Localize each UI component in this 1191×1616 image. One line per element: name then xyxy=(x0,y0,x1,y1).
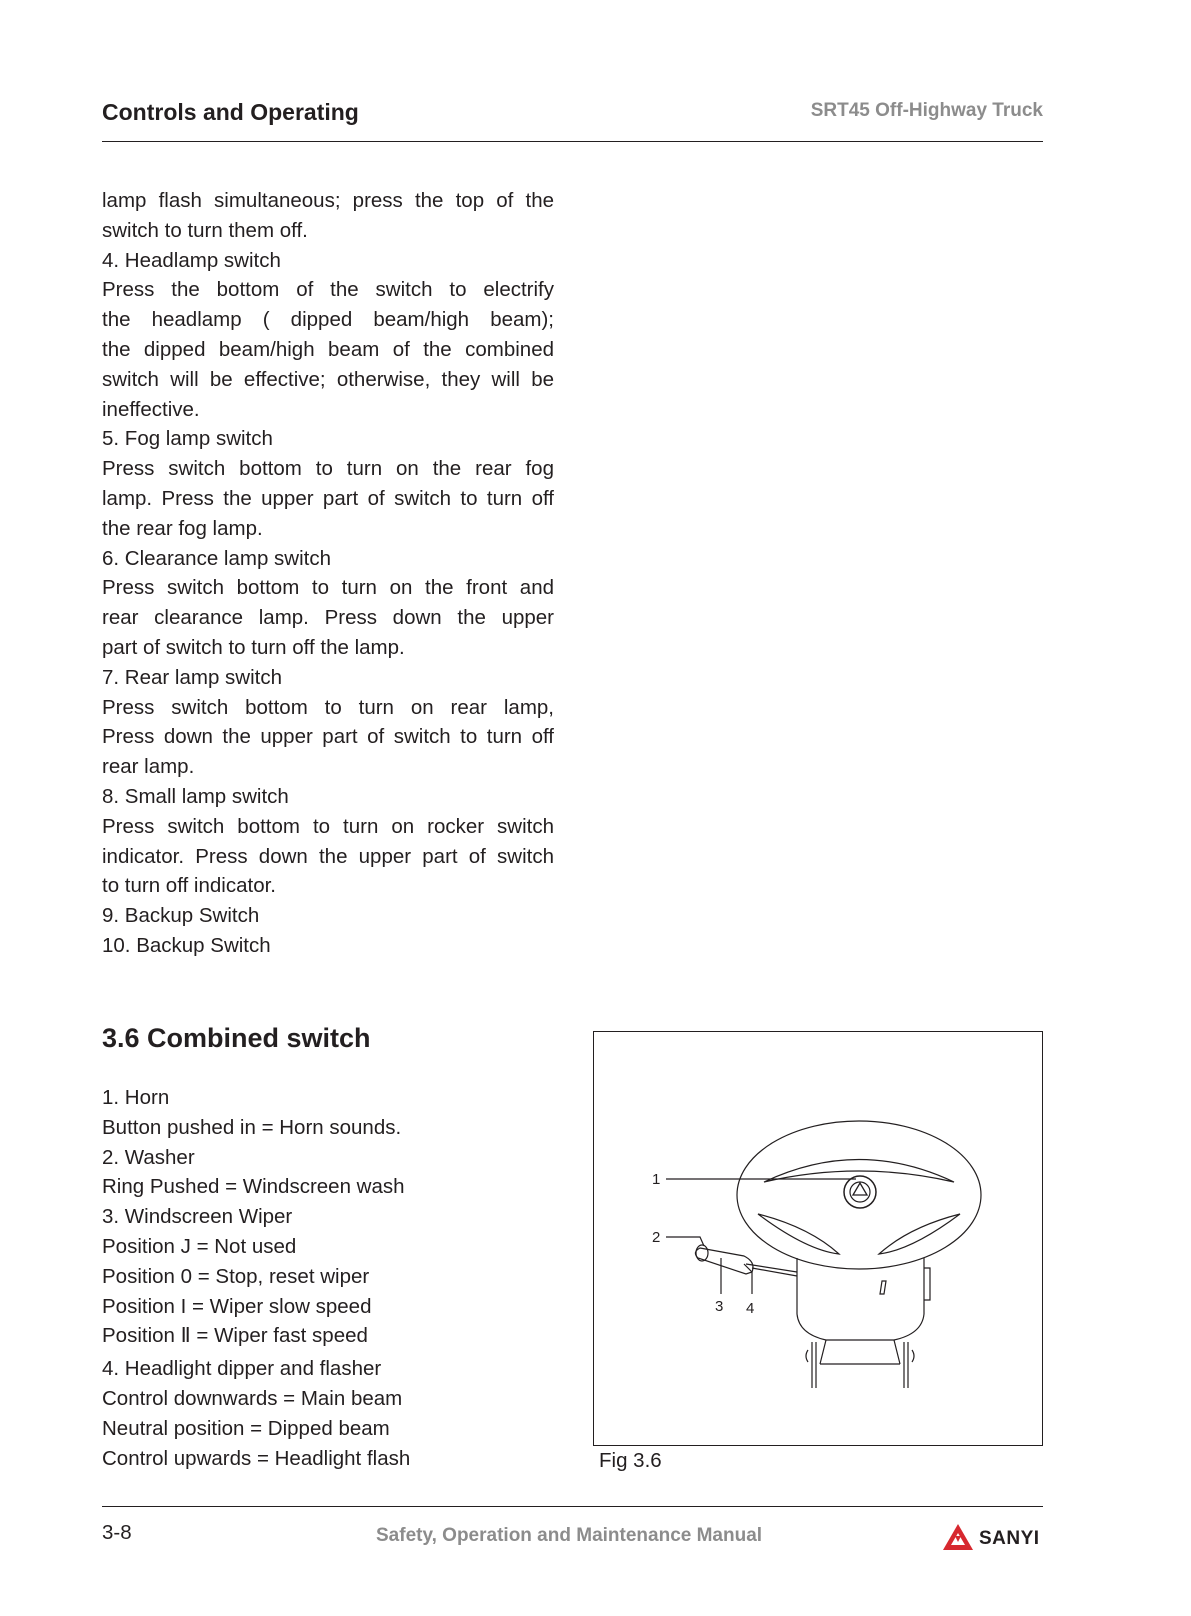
item-heading-wiper: 3. Windscreen Wiper xyxy=(102,1205,293,1229)
text-line: to turn off indicator. xyxy=(102,874,276,898)
column-pedestal xyxy=(820,1340,900,1364)
item-heading-rear-lamp-switch: 7. Rear lamp switch xyxy=(102,665,283,689)
text-line: rear clearance lamp. Press down the upper xyxy=(102,606,554,630)
manual-title: Safety, Operation and Maintenance Manual xyxy=(376,1525,763,1546)
item-heading-backup-switch-10: 10. Backup Switch xyxy=(102,933,271,957)
item-heading-washer: 2. Washer xyxy=(102,1145,195,1169)
wheel-lower-right-slot xyxy=(879,1214,960,1254)
text-line: switch to turn them off. xyxy=(102,218,308,242)
list-item: Position J = Not used xyxy=(102,1234,297,1258)
text-line: indicator. Press down the upper part of switch xyxy=(102,844,554,868)
text-line: Press switch bottom to turn on rocker switch xyxy=(102,814,554,838)
section-title: Controls and Operating xyxy=(102,99,359,125)
list-item: Position 0 = Stop, reset wiper xyxy=(102,1264,370,1288)
text-line: ineffective. xyxy=(102,397,200,421)
steering-wheel-diagram xyxy=(594,1032,1042,1445)
horn-button xyxy=(844,1176,876,1208)
horn-emblem xyxy=(850,1182,870,1202)
figure-frame xyxy=(593,1031,1043,1446)
text-line: rear lamp. xyxy=(102,755,195,779)
text-line: Press down the upper part of switch to turn off xyxy=(102,725,554,749)
text-line: Press switch bottom to turn on the rear fog xyxy=(102,457,554,481)
text-line: lamp. Press the upper part of switch to turn off xyxy=(102,486,554,510)
item-heading-horn: 1. Horn xyxy=(102,1086,170,1109)
list-item: Neutral position = Dipped beam xyxy=(102,1416,390,1440)
list-item: Ring Pushed = Windscreen wash xyxy=(102,1175,405,1199)
body-text xyxy=(102,186,554,961)
text-line: Press switch bottom to turn on rear lamp, xyxy=(102,695,554,719)
page-number: 3-8 xyxy=(102,1521,132,1544)
item-heading-fog-lamp-switch: 5. Fog lamp switch xyxy=(102,427,273,451)
item-heading-dipper-flasher: 4. Headlight dipper and flasher xyxy=(102,1357,382,1381)
text-line: part of switch to turn off the lamp. xyxy=(102,635,405,659)
text-line: lamp flash simultaneous; press the top of the xyxy=(102,189,554,212)
figure-caption: Fig 3.6 xyxy=(599,1449,662,1472)
callout-1: 1 xyxy=(652,1171,661,1188)
item-heading-headlamp-switch: 4. Headlamp switch xyxy=(102,248,281,272)
item-heading-clearance-lamp-switch: 6. Clearance lamp switch xyxy=(102,546,332,570)
list-item: Position I = Wiper slow speed xyxy=(102,1294,372,1318)
document-title: SRT45 Off-Highway Truck xyxy=(810,100,1043,121)
list-item: Button pushed in = Horn sounds. xyxy=(102,1115,402,1139)
text-line: the dipped beam/high beam of the combined xyxy=(102,337,554,361)
text-line: the rear fog lamp. xyxy=(102,516,263,540)
combined-switch-list xyxy=(102,1083,562,1473)
text-line: Press the bottom of the switch to electrify xyxy=(102,278,554,302)
item-heading-small-lamp-switch: 8. Small lamp switch xyxy=(102,784,289,808)
text-line: the headlamp ( dipped beam/high beam); xyxy=(102,308,554,332)
callout-4: 4 xyxy=(746,1300,755,1317)
footer-divider xyxy=(102,1506,1043,1507)
callout-2: 2 xyxy=(652,1229,661,1246)
header-divider xyxy=(102,141,1043,142)
item-heading-backup-switch-9: 9. Backup Switch xyxy=(102,904,260,928)
section-heading: 3.6 Combined switch xyxy=(102,1023,371,1053)
brand-name: SANYI xyxy=(979,1528,1040,1549)
wheel-lower-left-slot xyxy=(758,1214,839,1254)
text-line: switch will be effective; otherwise, they will be xyxy=(102,367,554,391)
leader-line-2 xyxy=(666,1237,704,1246)
leader-line-4 xyxy=(744,1264,752,1294)
sanyi-logo-icon xyxy=(941,1522,975,1556)
text-line: Press switch bottom to turn on the front and xyxy=(102,576,554,600)
list-item: Control upwards = Headlight flash xyxy=(102,1446,411,1470)
brand-logo xyxy=(941,1521,1040,1557)
steering-column xyxy=(797,1258,924,1340)
callout-3: 3 xyxy=(715,1298,724,1315)
list-item: Control downwards = Main beam xyxy=(102,1386,403,1410)
list-item: Position Ⅱ = Wiper fast speed xyxy=(102,1324,368,1348)
